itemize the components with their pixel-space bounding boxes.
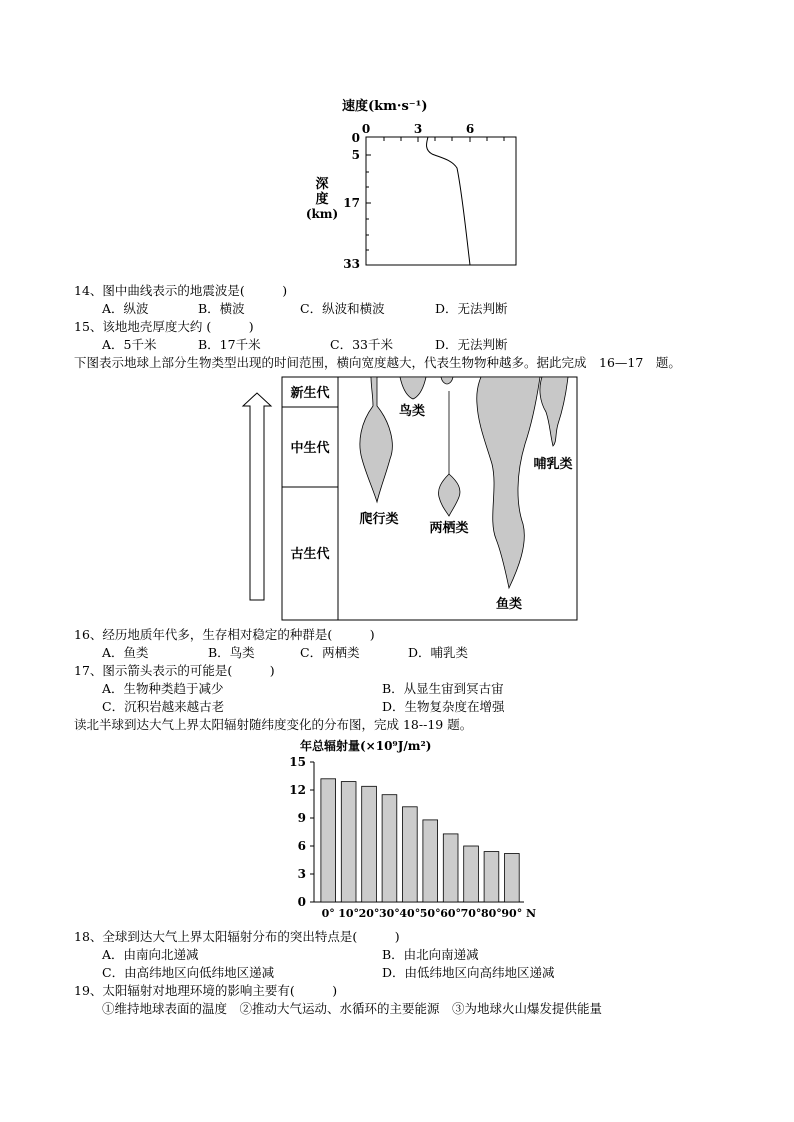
y-tick-label: 0 xyxy=(297,895,306,909)
small-top-shape xyxy=(441,377,453,384)
q17-option-b[interactable]: B．从显生宙到冥古宙 xyxy=(382,681,504,696)
x-tick-label: 50° xyxy=(419,907,441,920)
x-tick-label: 0° xyxy=(321,907,335,920)
q18-option-c[interactable]: C．由高纬地区向低纬地区递减 xyxy=(102,965,275,980)
q14-option-b[interactable]: B．横波 xyxy=(198,301,245,316)
x-axis-suffix: N xyxy=(526,907,537,920)
depth-label-unit: (km) xyxy=(305,207,339,221)
velocity-chart-frame xyxy=(366,137,516,265)
q18-stem: 18、全球到达大气上界太阳辐射分布的突出特点是( ) xyxy=(74,929,400,944)
q15-stem: 15、该地地壳厚度大约 ( ) xyxy=(74,319,254,334)
era-paleozoic: 古生代 xyxy=(290,547,330,562)
fish-shape xyxy=(477,377,540,588)
bar-60° xyxy=(443,834,458,902)
label-bird: 鸟类 xyxy=(398,404,426,419)
depth-label-1: 深 xyxy=(315,177,329,192)
velocity-depth-chart xyxy=(300,92,530,272)
q16-option-c[interactable]: C．两栖类 xyxy=(300,645,360,660)
y-tick-label: 3 xyxy=(297,867,306,881)
q18-option-d[interactable]: D．由低纬地区向高纬地区递减 xyxy=(382,965,555,980)
bar-0° xyxy=(321,779,336,902)
q17-option-c[interactable]: C．沉积岩越来越古老 xyxy=(102,699,225,714)
label-reptile: 爬行类 xyxy=(359,512,399,527)
y-tick-5: 5 xyxy=(351,148,360,162)
q17-stem: 17、图示箭头表示的可能是( ) xyxy=(74,663,275,678)
bar-20° xyxy=(362,786,377,902)
q15-option-b[interactable]: B．17千米 xyxy=(198,337,261,352)
amphibian-shape xyxy=(438,474,459,516)
q17-option-a[interactable]: A．生物种类趋于减少 xyxy=(102,681,224,696)
label-fish: 鱼类 xyxy=(495,597,523,612)
era-cenozoic: 新生代 xyxy=(290,386,330,401)
bar-90° xyxy=(505,854,520,903)
velocity-chart-title: 速度(km·s⁻¹) xyxy=(342,99,428,114)
q14-option-a[interactable]: A．纵波 xyxy=(102,301,149,316)
q15-option-c[interactable]: C．33千米 xyxy=(330,337,393,352)
bar-40° xyxy=(403,807,418,902)
x-tick-label: 10° xyxy=(338,907,360,920)
q14-stem: 14、图中曲线表示的地震波是( ) xyxy=(74,283,288,298)
bar-80° xyxy=(484,852,499,902)
q16-option-a[interactable]: A．鱼类 xyxy=(102,645,149,660)
x-tick-label: 80° xyxy=(480,907,502,920)
y-tick-label: 6 xyxy=(297,839,306,853)
q15-option-a[interactable]: A．5千米 xyxy=(102,337,157,352)
q14-option-d[interactable]: D．无法判断 xyxy=(435,301,508,316)
radiation-chart-title: 年总辐射量(×10⁹J/m²) xyxy=(300,739,432,753)
bar-70° xyxy=(464,846,479,902)
mammal-shape xyxy=(540,377,568,446)
x-tick-3: 3 xyxy=(413,122,423,136)
label-mammal: 哺乳类 xyxy=(533,457,573,472)
bar-30° xyxy=(382,795,397,902)
evolution-diagram xyxy=(240,374,585,624)
bar-50° xyxy=(423,820,438,902)
q19-stem: 19、太阳辐射对地理环境的影响主要有( ) xyxy=(74,983,338,998)
x-tick-label: 30° xyxy=(378,907,400,920)
reptile-shape xyxy=(360,377,392,502)
x-tick-label: 60° xyxy=(440,907,462,920)
q16-option-b[interactable]: B．鸟类 xyxy=(208,645,255,660)
q16-option-d[interactable]: D．哺乳类 xyxy=(408,645,469,660)
q14-option-c[interactable]: C．纵波和横波 xyxy=(300,301,385,316)
era-mesozoic: 中生代 xyxy=(290,441,330,456)
x-tick-label: 70° xyxy=(460,907,482,920)
y-tick-33: 33 xyxy=(343,257,360,271)
label-amphibian: 两栖类 xyxy=(429,521,469,536)
intro-18-19: 读北半球到达大气上界太阳辐射随纬度变化的分布图，完成 18--19 题。 xyxy=(74,717,473,732)
x-tick-0: 0 xyxy=(361,122,371,136)
q17-option-d[interactable]: D．生物复杂度在增强 xyxy=(382,699,505,714)
x-tick-label: 40° xyxy=(399,907,421,920)
q19-statements: ①维持地球表面的温度 ②推动大气运动、水循环的主要能源 ③为地球火山爆发提供能量 xyxy=(102,1001,603,1016)
x-tick-6: 6 xyxy=(465,122,475,136)
q18-option-b[interactable]: B．由北向南递减 xyxy=(382,947,479,962)
intro-16-17: 下图表示地球上部分生物类型出现的时间范围，横向宽度越大，代表生物物种越多。据此完成 16—17 题。 xyxy=(74,355,681,370)
depth-label-2: 度 xyxy=(315,192,329,207)
x-tick-label: 90° xyxy=(501,907,523,920)
radiation-bar-chart xyxy=(278,734,548,922)
up-arrow xyxy=(243,393,271,600)
q16-stem: 16、经历地质年代多，生存相对稳定的种群是( ) xyxy=(74,627,375,642)
velocity-curve xyxy=(427,137,470,265)
y-tick-label: 12 xyxy=(289,783,306,797)
q15-option-d[interactable]: D．无法判断 xyxy=(435,337,508,352)
x-tick-label: 20° xyxy=(358,907,380,920)
y-tick-label: 15 xyxy=(289,755,306,769)
y-tick-0: 0 xyxy=(351,131,360,145)
q18-option-a[interactable]: A．由南向北递减 xyxy=(102,947,199,962)
bird-shape xyxy=(400,377,426,399)
y-tick-label: 9 xyxy=(297,811,306,825)
bar-10° xyxy=(341,782,356,902)
y-tick-17: 17 xyxy=(343,196,360,210)
